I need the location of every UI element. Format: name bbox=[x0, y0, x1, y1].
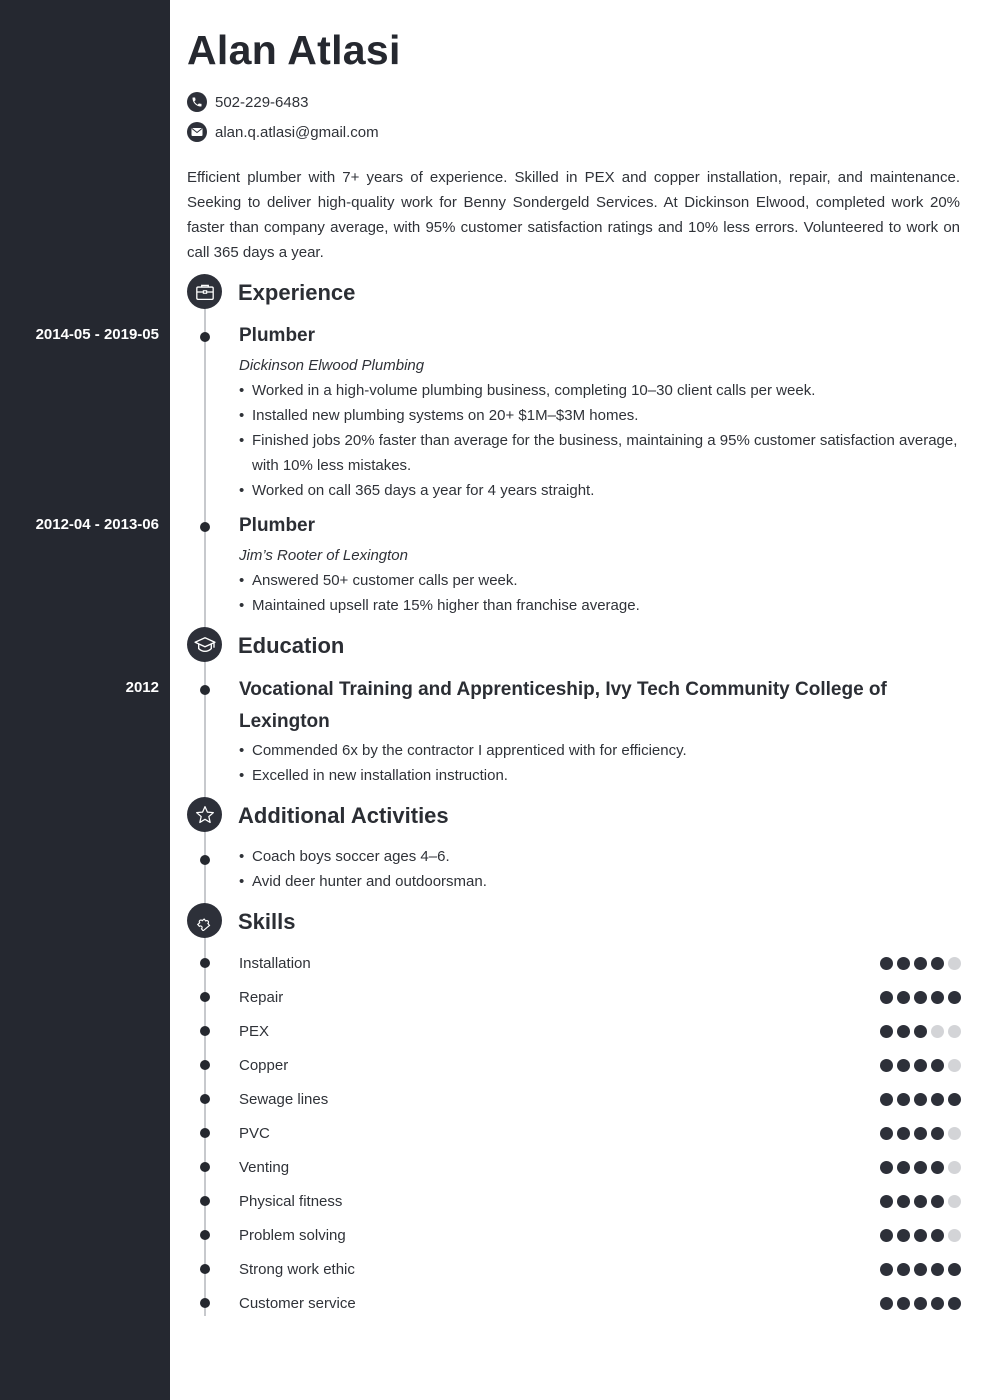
rating-dot-filled bbox=[897, 991, 910, 1004]
skill-level-rating bbox=[876, 1161, 961, 1174]
rating-dot-filled bbox=[931, 957, 944, 970]
skill-row bbox=[239, 1157, 961, 1177]
skill-row bbox=[239, 1055, 961, 1075]
skill-name: Physical fitness bbox=[239, 1192, 343, 1210]
skill-name: Copper bbox=[239, 1056, 289, 1074]
rating-dot-filled bbox=[931, 1263, 944, 1276]
rating-dot-filled bbox=[914, 1059, 927, 1072]
skill-level-rating bbox=[876, 957, 961, 970]
job-title: Plumber bbox=[239, 325, 316, 346]
skill-level-rating bbox=[876, 1127, 961, 1140]
skill-row bbox=[239, 1259, 961, 1279]
section-title-activities: Additional Activities bbox=[238, 803, 449, 828]
rating-dot-filled bbox=[931, 1093, 944, 1106]
timeline-dot bbox=[200, 855, 210, 865]
rating-dot-empty bbox=[948, 1229, 961, 1242]
list-item: • Worked on call 365 days a year for 4 years straight. bbox=[239, 478, 961, 503]
skill-level-rating bbox=[876, 1263, 961, 1276]
list-item: • Excelled in new installation instruction. bbox=[239, 763, 961, 788]
rating-dot-filled bbox=[880, 991, 893, 1004]
skill-level-rating bbox=[876, 991, 961, 1004]
skill-row bbox=[239, 1225, 961, 1245]
rating-dot-filled bbox=[880, 957, 893, 970]
rating-dot-filled bbox=[897, 1229, 910, 1242]
skill-level-rating bbox=[876, 1195, 961, 1208]
timeline-dot bbox=[200, 1060, 210, 1070]
education-title: Vocational Training and Apprenticeship, Ivy Tech Community College of Lexington bbox=[239, 679, 887, 732]
rating-dot-filled bbox=[931, 1229, 944, 1242]
skill-name: Strong work ethic bbox=[239, 1260, 355, 1278]
rating-dot-filled bbox=[897, 1093, 910, 1106]
timeline-dot bbox=[200, 685, 210, 695]
rating-dot-filled bbox=[948, 991, 961, 1004]
skill-level-rating bbox=[876, 1025, 961, 1038]
rating-dot-filled bbox=[914, 1297, 927, 1310]
timeline-dot bbox=[200, 1196, 210, 1206]
rating-dot-filled bbox=[931, 991, 944, 1004]
rating-dot-filled bbox=[948, 1297, 961, 1310]
graduation-cap-icon bbox=[187, 627, 222, 662]
rating-dot-filled bbox=[880, 1025, 893, 1038]
section-title-experience: Experience bbox=[238, 280, 356, 305]
rating-dot-filled bbox=[897, 1127, 910, 1140]
job-bullets bbox=[239, 378, 961, 503]
briefcase-icon bbox=[187, 274, 222, 309]
timeline-dot bbox=[200, 522, 210, 532]
rating-dot-filled bbox=[914, 1127, 927, 1140]
star-icon bbox=[187, 797, 222, 832]
rating-dot-empty bbox=[948, 1161, 961, 1174]
rating-dot-filled bbox=[897, 1297, 910, 1310]
list-item: • Coach boys soccer ages 4–6. bbox=[239, 844, 961, 869]
list-item: • Avid deer hunter and outdoorsman. bbox=[239, 869, 961, 894]
skill-name: Repair bbox=[239, 988, 284, 1006]
rating-dot-filled bbox=[948, 1093, 961, 1106]
rating-dot-filled bbox=[897, 1059, 910, 1072]
puzzle-icon bbox=[187, 903, 222, 938]
rating-dot-filled bbox=[931, 1195, 944, 1208]
candidate-name: Alan Atlasi bbox=[187, 27, 401, 73]
education-bullets bbox=[239, 738, 961, 788]
timeline-dot bbox=[200, 958, 210, 968]
contact-email bbox=[187, 121, 379, 143]
rating-dot-filled bbox=[931, 1059, 944, 1072]
rating-dot-empty bbox=[931, 1025, 944, 1038]
list-item: • Worked in a high-volume plumbing business, completing 10–30 client calls per week. bbox=[239, 378, 961, 403]
job-dates: 2014-05 - 2019-05 bbox=[35, 326, 159, 343]
skill-row bbox=[239, 953, 961, 973]
rating-dot-filled bbox=[914, 957, 927, 970]
section-title-skills: Skills bbox=[238, 909, 296, 934]
list-item: • Commended 6x by the contractor I apprenticed with for efficiency. bbox=[239, 738, 961, 763]
rating-dot-filled bbox=[897, 1161, 910, 1174]
skill-level-rating bbox=[876, 1297, 961, 1310]
rating-dot-filled bbox=[914, 1161, 927, 1174]
rating-dot-filled bbox=[897, 957, 910, 970]
education-date: 2012 bbox=[125, 679, 159, 696]
skill-row bbox=[239, 987, 961, 1007]
rating-dot-filled bbox=[914, 1229, 927, 1242]
rating-dot-filled bbox=[931, 1161, 944, 1174]
rating-dot-filled bbox=[914, 1195, 927, 1208]
email-text: alan.q.atlasi@gmail.com bbox=[215, 123, 379, 141]
rating-dot-filled bbox=[880, 1127, 893, 1140]
rating-dot-filled bbox=[880, 1059, 893, 1072]
timeline-dot bbox=[200, 992, 210, 1002]
job-company: Jim’s Rooter of Lexington bbox=[239, 547, 408, 564]
rating-dot-empty bbox=[948, 1059, 961, 1072]
skill-name: Sewage lines bbox=[239, 1090, 329, 1108]
rating-dot-filled bbox=[948, 1263, 961, 1276]
rating-dot-filled bbox=[931, 1297, 944, 1310]
timeline-dot bbox=[200, 1026, 210, 1036]
skill-name: Customer service bbox=[239, 1294, 356, 1312]
rating-dot-filled bbox=[914, 1093, 927, 1106]
rating-dot-empty bbox=[948, 1025, 961, 1038]
left-sidebar bbox=[0, 0, 170, 1400]
rating-dot-filled bbox=[880, 1297, 893, 1310]
skill-row bbox=[239, 1089, 961, 1109]
phone-text: 502-229-6483 bbox=[215, 93, 309, 111]
timeline-dot bbox=[200, 1298, 210, 1308]
skill-row bbox=[239, 1191, 961, 1211]
rating-dot-empty bbox=[948, 1195, 961, 1208]
timeline-dot bbox=[200, 1264, 210, 1274]
list-item: • Finished jobs 20% faster than average for the business, maintaining a 95% customer satisfaction average, with 10% less mistakes. bbox=[239, 428, 961, 478]
timeline-dot bbox=[200, 1094, 210, 1104]
list-item: • Answered 50+ customer calls per week. bbox=[239, 568, 961, 593]
job-company: Dickinson Elwood Plumbing bbox=[239, 357, 425, 374]
job-title: Plumber bbox=[239, 515, 316, 536]
profile-summary: Efficient plumber with 7+ years of experience. Skilled in PEX and copper installation, repair, and maintenance. Seeking to deliver high-quality work for Benny Sondergeld Services. At Dickinson Elwood, completed work 20% faster than company average, with 95% customer satisfaction ratings and 10% less errors. Volunteered to work on call 365 days a year. bbox=[187, 169, 960, 261]
list-item: • Installed new plumbing systems on 20+ $1M–$3M homes. bbox=[239, 403, 961, 428]
skill-level-rating bbox=[876, 1059, 961, 1072]
skill-name: PVC bbox=[239, 1124, 270, 1142]
skill-row bbox=[239, 1293, 961, 1313]
list-item: • Maintained upsell rate 15% higher than franchise average. bbox=[239, 593, 961, 618]
skill-level-rating bbox=[876, 1093, 961, 1106]
job-dates: 2012-04 - 2013-06 bbox=[35, 516, 159, 533]
rating-dot-empty bbox=[948, 1127, 961, 1140]
envelope-icon bbox=[187, 122, 207, 142]
skill-level-rating bbox=[876, 1229, 961, 1242]
section-title-education: Education bbox=[238, 633, 345, 658]
rating-dot-filled bbox=[880, 1093, 893, 1106]
skill-name: PEX bbox=[239, 1022, 270, 1040]
rating-dot-filled bbox=[880, 1161, 893, 1174]
timeline-dot bbox=[200, 1162, 210, 1172]
rating-dot-filled bbox=[931, 1127, 944, 1140]
rating-dot-filled bbox=[914, 1263, 927, 1276]
rating-dot-filled bbox=[880, 1195, 893, 1208]
skill-name: Problem solving bbox=[239, 1226, 346, 1244]
rating-dot-filled bbox=[880, 1263, 893, 1276]
rating-dot-empty bbox=[948, 957, 961, 970]
rating-dot-filled bbox=[897, 1025, 910, 1038]
contact-phone bbox=[187, 91, 308, 113]
rating-dot-filled bbox=[897, 1195, 910, 1208]
rating-dot-filled bbox=[897, 1263, 910, 1276]
skill-name: Venting bbox=[239, 1158, 290, 1176]
timeline-dot bbox=[200, 332, 210, 342]
timeline-dot bbox=[200, 1128, 210, 1138]
skill-row bbox=[239, 1123, 961, 1143]
job-bullets bbox=[239, 568, 961, 618]
skill-name: Installation bbox=[239, 954, 311, 972]
activities-bullets bbox=[239, 844, 961, 894]
timeline-dot bbox=[200, 1230, 210, 1240]
skill-row bbox=[239, 1021, 961, 1041]
phone-icon bbox=[187, 92, 207, 112]
rating-dot-filled bbox=[914, 991, 927, 1004]
rating-dot-filled bbox=[914, 1025, 927, 1038]
rating-dot-filled bbox=[880, 1229, 893, 1242]
